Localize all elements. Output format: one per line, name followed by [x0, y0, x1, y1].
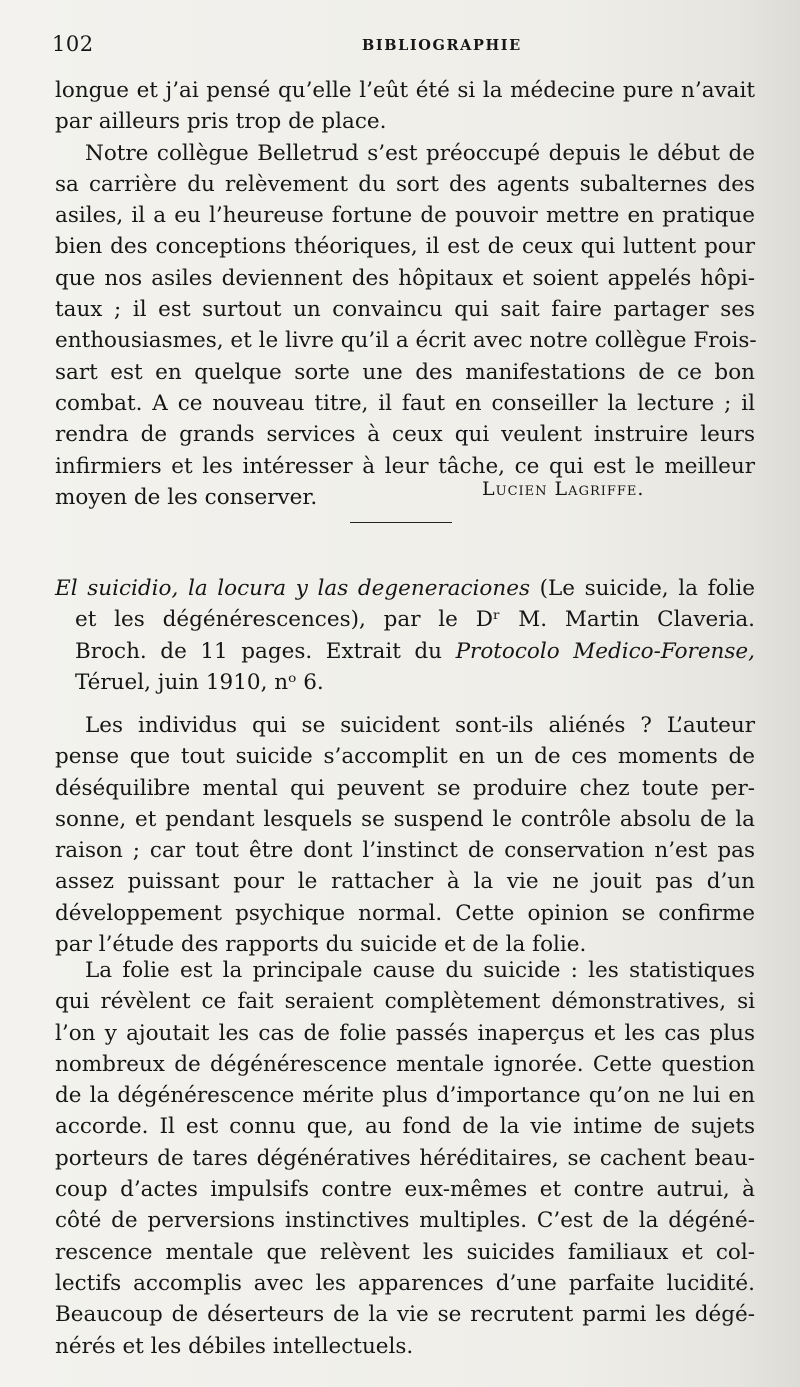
text-line: nérés et les débiles intellectuels. [55, 1333, 414, 1359]
running-head: BIBLIOGRAPHIE [362, 37, 522, 54]
text-line: sonne, et pendant lesquels se suspend le contrôle absolu de la [55, 806, 755, 832]
review-2-heading [55, 573, 755, 698]
heading-line-4: Téruel, juin 1910, nᵒ 6. [75, 669, 324, 695]
text-line: bien des conceptions théoriques, il est de ceux qui luttent pour [55, 234, 755, 260]
text-line: rendra de grands services à ceux qui veulent instruire leurs [55, 422, 755, 448]
text-line: lectifs accomplis avec les apparences d’une parfaite lucidité. [55, 1270, 755, 1296]
article-title: El suicidio, la locura y las degeneraciones [55, 576, 530, 601]
text-line: asiles, il a eu l’heureuse fortune de pouvoir mettre en pratique [55, 203, 755, 229]
text-line: développement psychique normal. Cette opinion se confirme [55, 900, 755, 926]
heading-line-2: et les dégénérescences), par le Dʳ M. Martin Claveria. [75, 607, 755, 633]
text-line: Beaucoup de déserteurs de la vie se recrutent parmi les dégé- [55, 1302, 755, 1328]
text-line: pense que tout suicide s’accomplit en un de ces moments de [55, 744, 755, 770]
page-number: 102 [52, 32, 94, 56]
section-separator [350, 522, 452, 523]
text-line: raison ; car tout être dont l’instinct de conservation n’est pas [55, 838, 755, 864]
reviewer-signature: Lucien Lagriffe. [482, 478, 645, 500]
text-line: coup d’actes impulsifs contre eux-mêmes et contre autrui, à [55, 1177, 755, 1203]
text-line: rescence mentale que relèvent les suicides familiaux et col- [55, 1239, 755, 1265]
text-line: infirmiers et les intéresser à leur tâche, ce qui est le meilleur [55, 453, 755, 479]
journal-title: Protocolo Medico-Forense, [455, 638, 755, 664]
text-line: La folie est la principale cause du suicide : les statistiques [85, 958, 755, 983]
page-header [52, 32, 752, 62]
text-line: par l’étude des rapports du suicide et de la folie. [55, 932, 587, 958]
text-line: combat. A ce nouveau titre, il faut en conseiller la lecture ; il [55, 390, 755, 416]
text-line: par ailleurs pris trop de place. [55, 109, 387, 135]
review-2-paragraph-1 [55, 710, 755, 960]
text-line: moyen de les conserver. [55, 484, 318, 510]
text-line: côté de perversions instinctives multiples. C’est de la dégéné- [55, 1208, 755, 1234]
text-line: que nos asiles deviennent des hôpitaux et soient appelés hôpi- [55, 265, 755, 291]
text-line: Notre collègue Belletrud s’est préoccupé depuis le début de [85, 140, 755, 166]
review-1-text [55, 75, 755, 513]
heading-line-3: Broch. de 11 pages. Extrait du Protocolo Medico-Forense, [75, 638, 755, 664]
text-line: assez puissant pour le rattacher à la vie ne jouit pas d’un [55, 869, 755, 895]
text-line: sa carrière du relèvement du sort des agents subalternes des [55, 171, 755, 197]
text-line: taux ; il est surtout un convaincu qui sait faire partager ses [55, 297, 755, 323]
text-line: de la dégénérescence mérite plus d’importance qu’on ne lui en [55, 1083, 755, 1109]
heading-line-1: El suicidio, la locura y las degeneraciones (Le suicide, la folie [55, 576, 755, 601]
text-line: longue et j’ai pensé qu’elle l’eût été si la médecine pure n’avait [55, 78, 755, 103]
text-line: qui révèlent ce fait seraient complètement démonstratives, si [55, 989, 755, 1015]
text-line: déséquilibre mental qui peuvent se produire chez toute per- [55, 775, 755, 801]
text-line: sart est en quelque sorte une des manifestations de ce bon [55, 359, 755, 385]
text-line: accorde. Il est connu que, au fond de la vie intime de sujets [55, 1114, 755, 1140]
text-line: l’on y ajoutait les cas de folie passés inaperçus et les cas plus [55, 1020, 755, 1046]
text-line: porteurs de tares dégénératives héréditaires, se cachent beau- [55, 1145, 755, 1171]
text-line: nombreux de dégénérescence mentale ignorée. Cette question [55, 1051, 755, 1077]
text-line: Les individus qui se suicident sont-ils aliénés ? L’auteur [85, 713, 755, 738]
text-line: enthousiasmes, et le livre qu’il a écrit avec notre collègue Frois- [55, 328, 757, 354]
review-2-paragraph-2 [55, 955, 755, 1362]
